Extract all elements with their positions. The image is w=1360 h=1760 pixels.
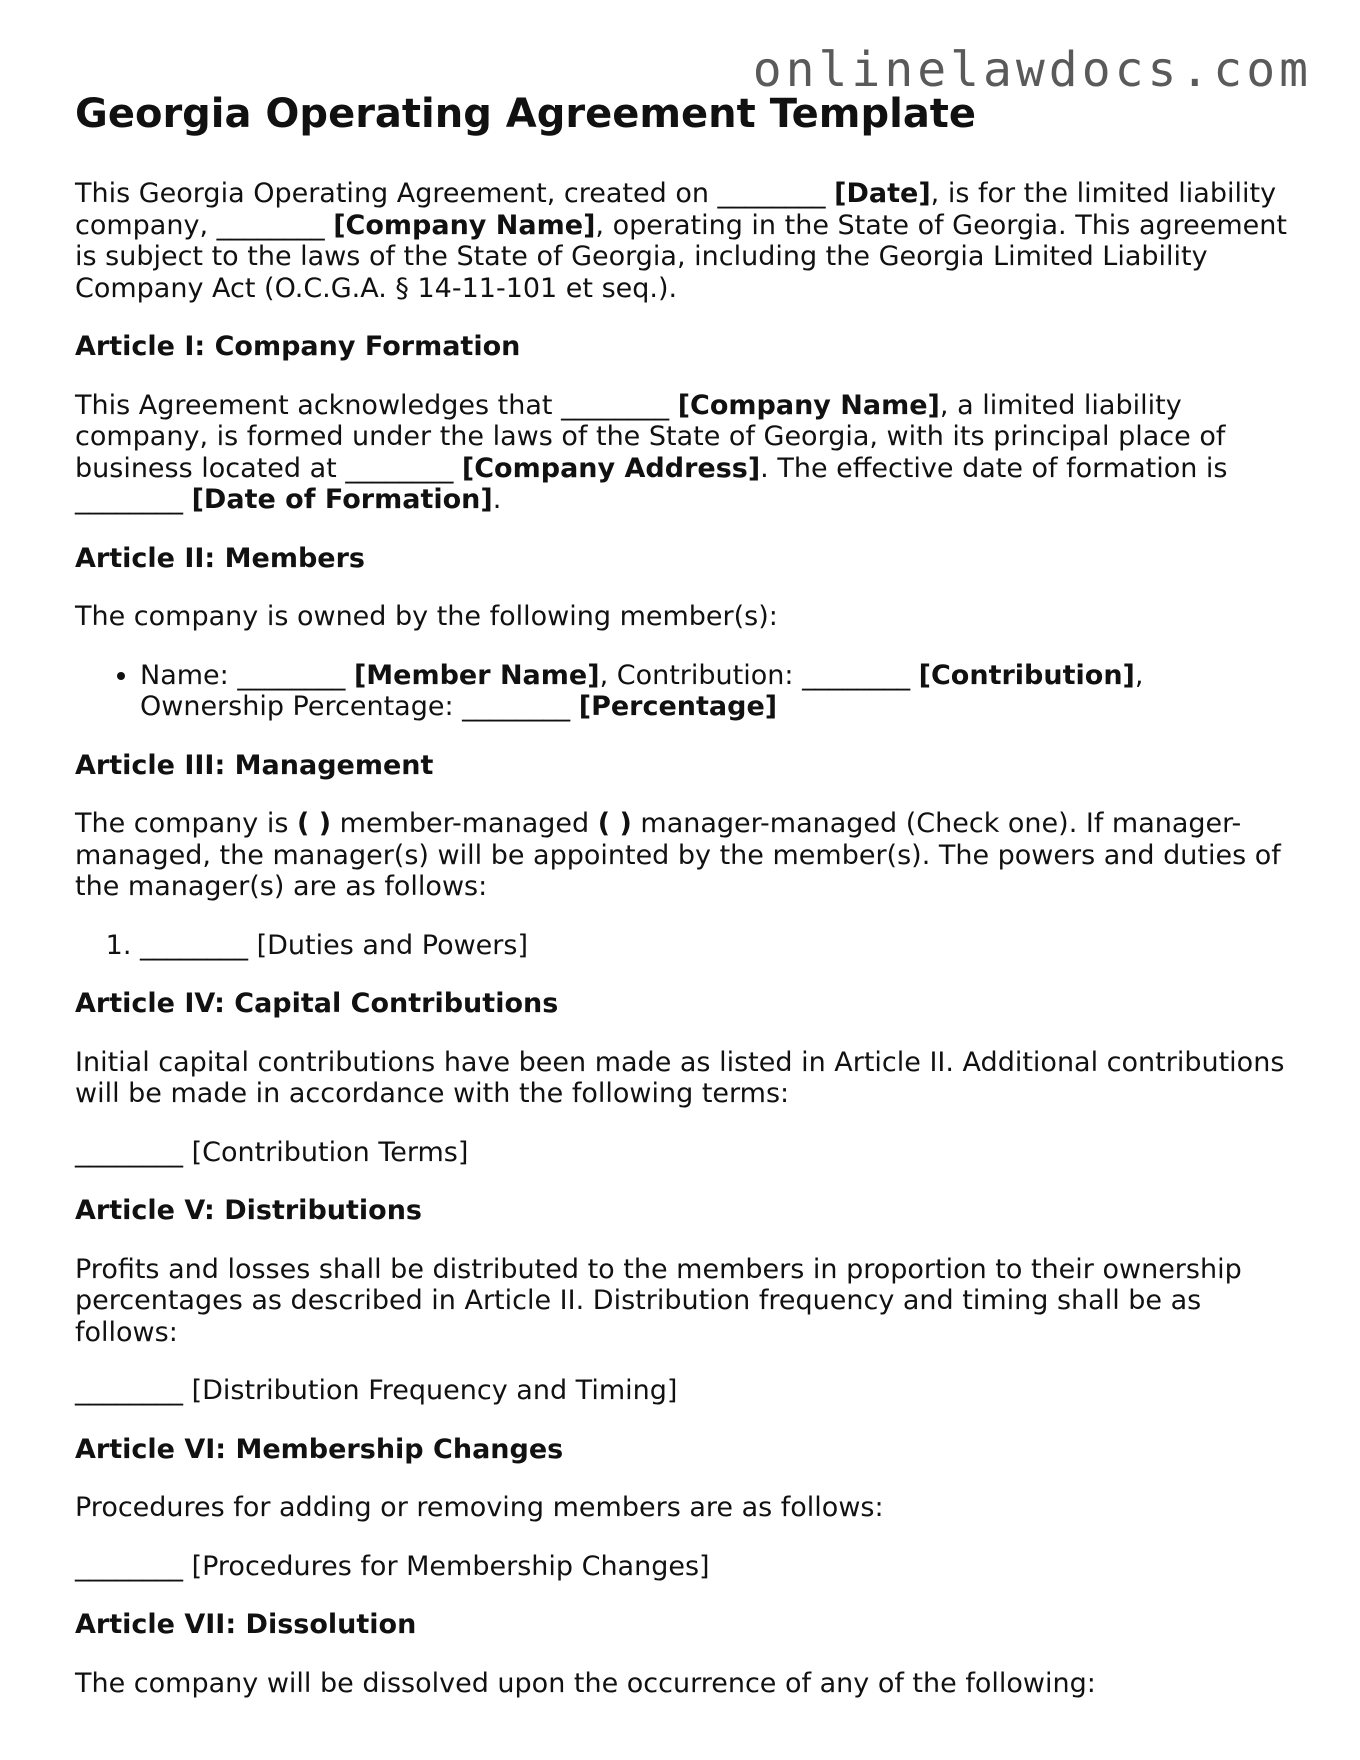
article-3-text: member-managed bbox=[331, 808, 598, 839]
company-placeholder: [Company Name] bbox=[333, 209, 596, 241]
member-managed-checkbox[interactable]: ( ) bbox=[296, 808, 332, 839]
article-5-paragraph: Profits and losses shall be distributed to the members in proportion to their ownership percentages as described in Article II. Distribution frequency and timing shall be as follows: bbox=[75, 1253, 1242, 1348]
procedures-blank: ________ bbox=[75, 1550, 183, 1582]
intro-text: , is for the limited liability company, bbox=[75, 178, 1277, 241]
member-list bbox=[75, 660, 1295, 723]
intro-text: , operating in the State of Georgia. This agreement is subject to the laws of the State of Georgia, including the Georgia Limited Liability Company Act (O.C.G.A. § 14-11-101 et seq.). bbox=[75, 209, 1287, 304]
date-blank: ________ bbox=[717, 178, 826, 209]
percentage-placeholder: [Percentage] bbox=[578, 691, 778, 722]
timing-placeholder: [Distribution Frequency and Timing] bbox=[183, 1375, 678, 1406]
duties-list-item bbox=[140, 930, 1295, 962]
address-placeholder: [Company Address] bbox=[461, 452, 761, 484]
article-7-paragraph: The company will be dissolved upon the occurrence of any of the following: bbox=[75, 1667, 1096, 1699]
article-2-heading: Article II: Members bbox=[75, 542, 365, 574]
intro-text: This Georgia Operating Agreement, created on bbox=[75, 178, 718, 209]
article-1-text: , a limited liability company, is formed under the laws of the State of Georgia, with its principal place of business located at bbox=[75, 389, 1226, 484]
article-5-heading: Article V: Distributions bbox=[75, 1195, 422, 1226]
duties-blank: ________ bbox=[140, 929, 248, 961]
watermark: onlinelawdocs.com bbox=[752, 42, 1312, 98]
date-placeholder: [Date] bbox=[834, 178, 931, 209]
member-name-label: Name: bbox=[140, 659, 238, 691]
document-title: Georgia Operating Agreement Template bbox=[75, 91, 977, 137]
article-1-text: . bbox=[492, 484, 502, 515]
formation-blank: ________ bbox=[75, 484, 183, 515]
duties-list bbox=[75, 930, 1295, 962]
article-3-heading: Article III: Management bbox=[75, 749, 434, 781]
article-4-heading: Article IV: Capital Contributions bbox=[75, 988, 559, 1019]
article-1-text: This Agreement acknowledges that bbox=[75, 389, 562, 421]
percentage-blank: ________ bbox=[462, 691, 571, 722]
member-name-placeholder: [Member Name] bbox=[353, 659, 600, 691]
article-3-text: manager-managed (Check one). If manager-managed, the manager(s) will be appointed by the member(s). The powers and duties of the manager(s) are as follows: bbox=[75, 808, 1281, 902]
company-placeholder: [Company Name] bbox=[677, 389, 940, 421]
contribution-terms-line bbox=[75, 1137, 1295, 1169]
intro-paragraph bbox=[75, 178, 1295, 304]
article-6-heading: Article VI: Membership Changes bbox=[75, 1433, 564, 1465]
duties-placeholder: [Duties and Powers] bbox=[248, 929, 528, 961]
formation-placeholder: [Date of Formation] bbox=[191, 484, 493, 515]
article-6-paragraph: Procedures for adding or removing members are as follows: bbox=[75, 1492, 884, 1523]
contribution-label: , Contribution: bbox=[599, 659, 803, 691]
article-7-heading: Article VII: Dissolution bbox=[75, 1609, 417, 1640]
member-list-item bbox=[140, 660, 1295, 723]
article-1-paragraph bbox=[75, 390, 1295, 516]
article-1-heading: Article I: Company Formation bbox=[75, 331, 521, 362]
procedures-placeholder: [Procedures for Membership Changes] bbox=[183, 1550, 710, 1582]
timing-blank: ________ bbox=[75, 1375, 183, 1406]
membership-procedures-line bbox=[75, 1551, 1295, 1583]
ownership-label: , Ownership Percentage: bbox=[140, 659, 1144, 722]
address-blank: ________ bbox=[345, 452, 454, 484]
document-body bbox=[75, 90, 1295, 1726]
article-2-intro: The company is owned by the following member(s): bbox=[75, 601, 778, 632]
article-3-text: The company is bbox=[75, 808, 297, 839]
contribution-placeholder: [Contribution] bbox=[918, 659, 1135, 691]
article-1-text: . The effective date of formation is bbox=[760, 452, 1228, 484]
company-blank: ________ bbox=[216, 209, 325, 241]
contribution-blank: ________ bbox=[802, 659, 911, 691]
company-blank: ________ bbox=[561, 389, 670, 421]
terms-blank: ________ bbox=[75, 1136, 183, 1168]
distribution-timing-line bbox=[75, 1375, 1295, 1407]
manager-managed-checkbox[interactable]: ( ) bbox=[597, 808, 632, 839]
member-name-blank: ________ bbox=[237, 659, 346, 691]
article-4-paragraph: Initial capital contributions have been made as listed in Article II. Additional contributions will be made in accordance with the following terms: bbox=[75, 1046, 1285, 1109]
terms-placeholder: [Contribution Terms] bbox=[183, 1136, 469, 1168]
article-3-paragraph bbox=[75, 808, 1295, 903]
